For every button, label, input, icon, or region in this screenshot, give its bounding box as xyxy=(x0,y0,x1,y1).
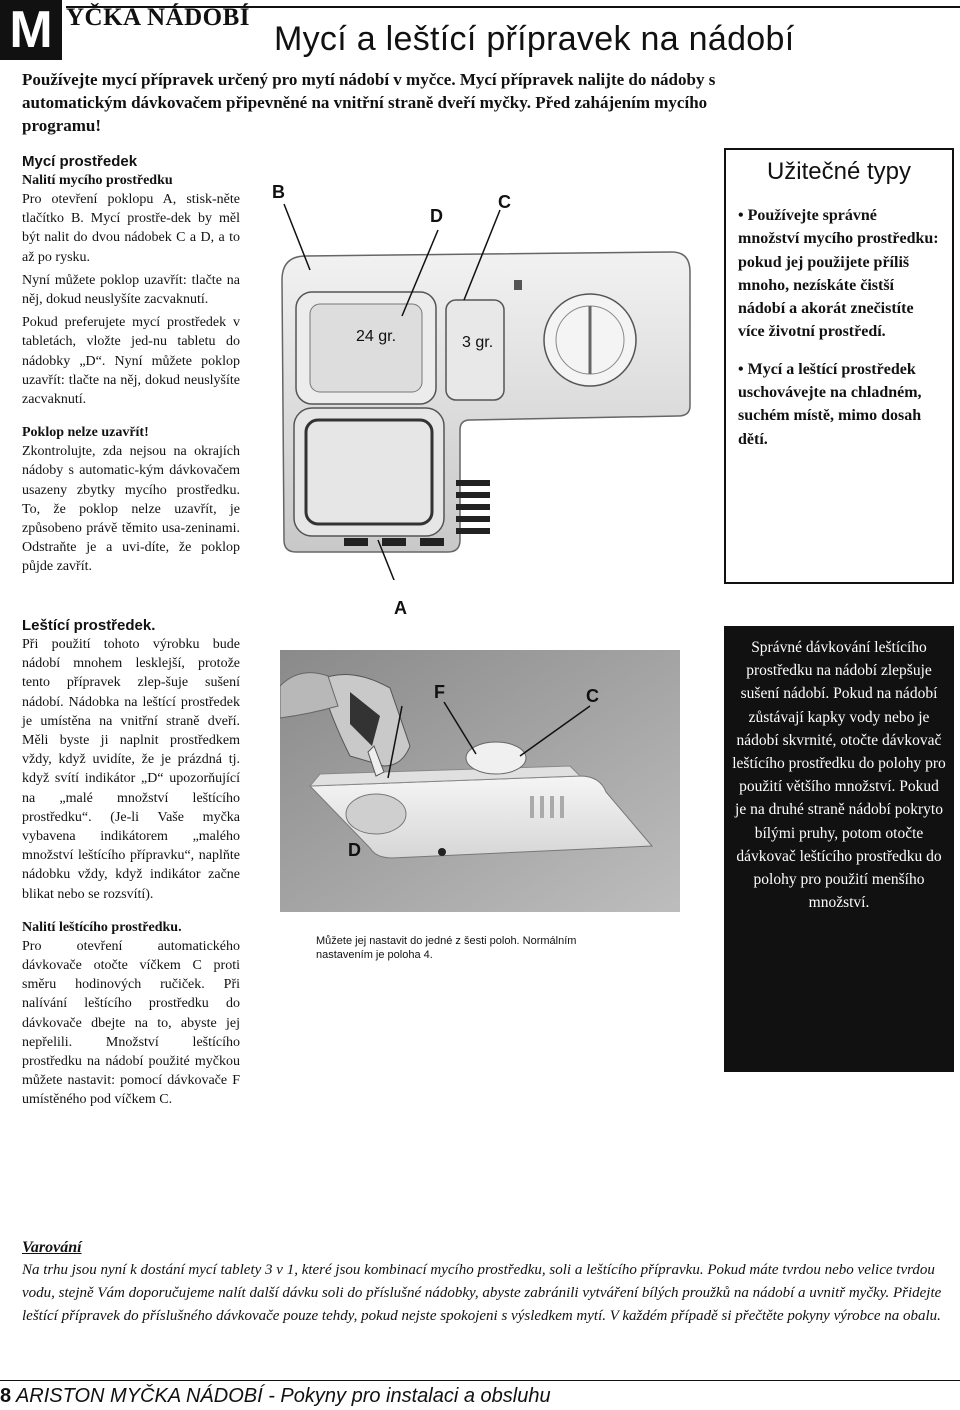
dispenser-figure-open xyxy=(270,180,712,580)
tip-item: • Používejte správné množství mycího prostředku: pokud jej použijete příliš mnoho, nezískáte čistší nádobí a akorát znečistíte více životní prostředí. xyxy=(738,207,939,341)
detergent-subheading: Nalití mycího prostředku xyxy=(22,173,173,188)
rinse-paragraph: Při použití tohoto výrobku bude nádobí mnohem lesklejší, protože tento přípravek zlep-šuje sušení nádobí. Nádobka na leštící prostředek je umístěna na vnitřní straně dveří. Měli byste ji naplnit prostředkem vždy, když uvidíte, že je prázdná tj. když svítí indikátor „D“ upozorňující na „malé množství leštícího prostředku“. (Je-li Vaše myčka vybavena indikátorem „malého množství leštícího přípravku“, naplňte nádobku vždy, když indikátor začne blikat nebo se rozsvítí). xyxy=(22,637,240,902)
intro-text: Používejte mycí přípravek určený pro mytí nádobí v myčce. Mycí přípravek nalijte do nádoby s automatickým dávkovačem připevněné na vnitřní straně dveří myčky. Před zahájením mycího programu! xyxy=(22,70,716,135)
warning-text: Na trhu jsou nyní k dostání mycí tablety 3 v 1, které jsou kombinací mycího prostředku, soli a leštícího přípravku. Pokud máte tvrdou nebo velice tvrdou vodu, stejně Vám doporučujeme nalít další dávku soli do příslušné nádobky, abyste zabránili vytváření bílých proužků na nádobí a uvnitř myčky. Přidejte leštící přípravek do příslušného dávkovače pouze tehdy, pokud nejste spokojeni s výsledkem mytí. V každém případě si přečtěte pokyny výrobce na obalu. xyxy=(22,1262,942,1324)
rinse-fill-paragraph: Pro otevření automatického dávkovače otočte víčkem C proti směru hodinových ručiček. Při nalívání leštícího prostředku do dávkovače dbejte na to, abyste jej nepřelili. Množství leštícího prostředku na nádobí použité myčkou můžete nastavit: pomocí dávkovače F umístěného pod víčkem C. xyxy=(22,938,240,1108)
label-a: A xyxy=(394,598,407,618)
label-24-gr: 24 gr. xyxy=(356,328,397,345)
detergent-paragraph: Nyní můžete poklop uzavřít: tlačte na něj, dokud neuslyšíte zacvaknutí. xyxy=(22,272,240,308)
warning-section xyxy=(22,1236,942,1328)
rinse-section xyxy=(22,616,240,1114)
lid-paragraph: Zkontrolujte, zda nejsou na okrajích nádoby s automatic-kým dávkovačem usazeny zbytky mycího prostředku. To, že poklop nelze uzavřít, je způsobeno právě těmito usa-zeninami. Odstraňte je a uvi-díte, že poklop půjde zavřít. xyxy=(22,444,240,575)
label-c-rinse: C xyxy=(586,686,599,706)
footer-rule xyxy=(0,1380,960,1381)
page-title: Mycí a leštící přípravek na nádobí xyxy=(274,20,795,58)
label-d-rinse: D xyxy=(348,840,361,860)
page-footer xyxy=(0,1385,551,1408)
detergent-paragraph: Pro otevření poklopu A, stisk-něte tlačítko B. Mycí prostře-dek by měl být nalit do dvou nádobek C a D, a to až po rysku. xyxy=(22,192,240,265)
footer-text: ARISTON MYČKA NÁDOBÍ - Pokyny pro instalaci a obsluhu xyxy=(11,1385,551,1407)
rinse-fill-heading: Nalití leštícího prostředku. xyxy=(22,919,182,935)
lid-heading: Poklop nelze uzavřít! xyxy=(22,425,149,441)
label-3-gr: 3 gr. xyxy=(462,334,494,351)
detergent-section xyxy=(22,152,240,581)
detergent-heading: Mycí prostředek xyxy=(22,153,138,170)
tip-item: • Mycí a leštící prostředek uschovávejte na chladném, suchém místě, mimo dosah dětí. xyxy=(738,360,922,448)
dispenser-drawing xyxy=(270,180,712,580)
tips-box xyxy=(724,148,954,584)
dosing-info-box: Správné dávkování leštícího prostředku na nádobí zlepšuje sušení nádobí. Pokud na nádobí zůstávají kapky vody nebo je nádobí skvrnité, otočte dávkovač leštícího prostředku do polohy pro použití většího množství. Pokud je na druhé straně nádobí pokryto bílými pruhy, potom otočte dávkovač leštícího prostředku do polohy pro použití menšího množství. xyxy=(724,626,954,1072)
detergent-paragraph: Pokud preferujete mycí prostředek v tabletách, vložte jed-nu tabletu do nádobky „D“. Nyní můžete poklop uzavřít: tlačte na něj, dokud neuslyšíte zacvaknutí. xyxy=(22,315,240,408)
label-b: B xyxy=(272,182,285,202)
rinse-dispenser-photo xyxy=(280,596,680,912)
section-name: YČKA NÁDOBÍ xyxy=(66,4,250,31)
figure-caption: Můžete jej nastavit do jedné z šesti poloh. Normálním nastavením je poloha 4. xyxy=(316,935,577,961)
label-c: C xyxy=(498,192,511,212)
tips-title: Užitečné typy xyxy=(766,158,912,185)
label-f: F xyxy=(434,682,445,702)
warning-title: Varování xyxy=(22,1239,82,1256)
rinse-heading: Leštící prostředek. xyxy=(22,617,156,634)
label-d: D xyxy=(430,206,443,226)
rinse-dispenser-figure xyxy=(280,596,680,912)
page-number: 8 xyxy=(0,1385,12,1407)
section-letter-box: M xyxy=(0,0,62,60)
